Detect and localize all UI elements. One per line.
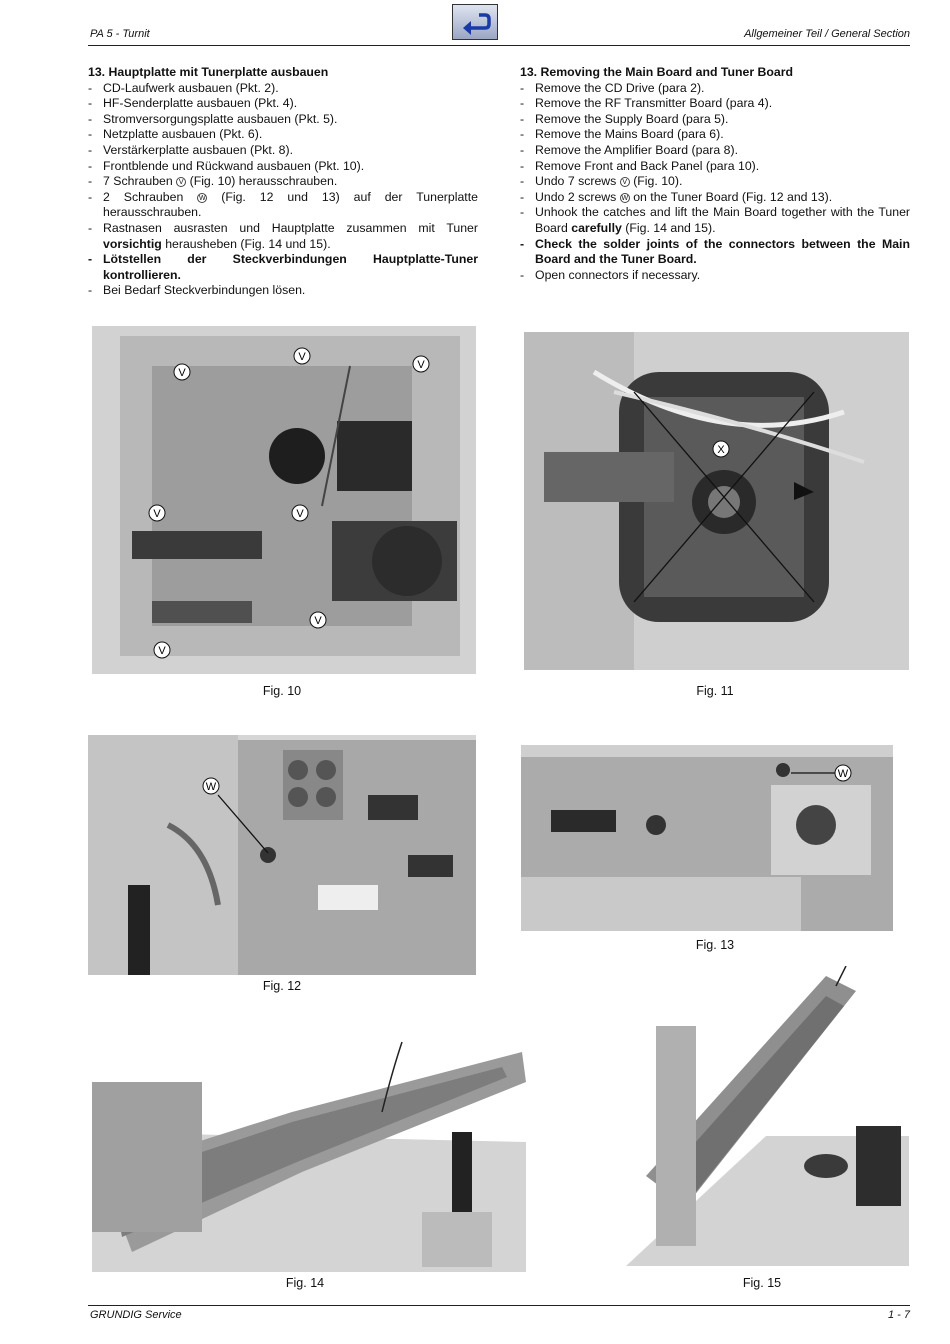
footer-page-number: 1 - 7 [887, 1309, 910, 1321]
english-heading: 13. Removing the Main Board and Tuner Board [520, 65, 794, 79]
english-step-item: - Remove the RF Transmitter Board (para 4). [520, 96, 910, 112]
step-text: Undo 2 screws [535, 189, 617, 204]
german-step-item: - HF-Senderplatte ausbauen (Pkt. 4). [88, 96, 478, 112]
english-step-item [520, 174, 910, 190]
fig12-caption: Fig. 12 [262, 979, 302, 993]
fig12-photo [88, 735, 476, 975]
fig15-photo [626, 966, 909, 1272]
german-step-item [88, 221, 478, 252]
english-step-item: - Remove the Mains Board (para 6). [520, 127, 910, 143]
step-text: on the Tuner Board (Fig. 12 and 13). [633, 189, 833, 204]
fig10-marker-v: V [314, 615, 322, 627]
step-text: (Fig. 12 und 13) auf der Tunerplatte herausschrauben. [103, 189, 478, 220]
english-step-item [520, 190, 910, 206]
fig10-marker-v: V [158, 645, 166, 657]
fig10-marker-v: V [296, 508, 304, 520]
german-heading: 13. Hauptplatte mit Tunerplatte ausbauen [88, 65, 329, 79]
english-step-item: - Remove the Supply Board (para 5). [520, 112, 910, 128]
step-emphasis: carefully [571, 220, 622, 235]
fig13-caption: Fig. 13 [695, 938, 735, 952]
english-step-item: - Remove the Amplifier Board (para 8). [520, 143, 910, 159]
german-step-item: - Frontblende und Rückwand ausbauen (Pkt. 10). [88, 159, 478, 175]
return-arrow-icon [459, 9, 493, 37]
english-steps-list [520, 81, 910, 284]
german-step-item: - Netzplatte ausbauen (Pkt. 6). [88, 127, 478, 143]
header-rule [88, 45, 910, 46]
german-step-item: - Bei Bedarf Steckverbindungen lösen. [88, 283, 478, 299]
german-step-item: - Stromversorgungsplatte ausbauen (Pkt. 5). [88, 112, 478, 128]
fig10-photo [92, 326, 476, 674]
german-step-item: - Lötstellen der Steckverbindungen Hauptplatte-Tuner kontrollieren. [88, 252, 478, 283]
fig12-marker-w: W [205, 781, 217, 793]
german-steps-list [88, 81, 478, 299]
header-right-title: Allgemeiner Teil / General Section [744, 28, 910, 40]
english-step-item: - Remove the CD Drive (para 2). [520, 81, 910, 97]
english-step-item: - Check the solder joints of the connectors between the Main Board and the Tuner Board. [520, 237, 910, 268]
fig14-photo [92, 1022, 526, 1272]
fig10-caption: Fig. 10 [262, 684, 302, 698]
english-step-item [520, 205, 910, 236]
screw-symbol-icon: W [198, 194, 206, 202]
step-text: Undo 7 screws [535, 174, 617, 189]
fig11-caption: Fig. 11 [696, 684, 734, 698]
fig13-marker-w: W [837, 768, 849, 780]
step-text: 7 Schrauben [103, 174, 173, 189]
fig11-photo [524, 332, 909, 670]
fig10-marker-v: V [178, 367, 186, 379]
footer-rule [88, 1305, 910, 1306]
screw-symbol-icon: W [621, 194, 629, 202]
fig10-marker-v: V [153, 508, 161, 520]
step-emphasis: vorsichtig [103, 236, 162, 251]
screw-symbol-icon: V [176, 177, 186, 187]
english-step-item: - Open connectors if necessary. [520, 268, 910, 284]
german-step-item: - Verstärkerplatte ausbauen (Pkt. 8). [88, 143, 478, 159]
step-text: Unhook the catches and lift the Main Board together with the Tuner Board [535, 205, 910, 235]
step-text: (Fig. 10). [633, 174, 683, 189]
step-text: Rastnasen ausrasten und Hauptplatte zusammen mit Tuner [103, 220, 478, 235]
german-instructions [88, 65, 478, 299]
fig11-marker-x: X [717, 444, 725, 456]
step-text: herausheben (Fig. 14 und 15). [165, 236, 331, 251]
english-step-item: - Remove Front and Back Panel (para 10). [520, 159, 910, 175]
footer-left-text: GRUNDIG Service [90, 1309, 182, 1321]
screw-symbol-icon: V [620, 177, 630, 187]
german-step-item [88, 190, 478, 221]
german-step-item: - CD-Laufwerk ausbauen (Pkt. 2). [88, 81, 478, 97]
fig10-marker-v: V [298, 351, 306, 363]
step-text: (Fig. 10) herausschrauben. [189, 174, 338, 189]
fig14-caption: Fig. 14 [285, 1276, 325, 1290]
german-step-item [88, 174, 478, 190]
header-left-title: PA 5 - Turnit [90, 28, 150, 40]
step-text: (Fig. 14 and 15). [625, 220, 716, 235]
step-text: 2 Schrauben [103, 189, 184, 204]
english-instructions [520, 65, 910, 283]
back-button[interactable] [452, 4, 498, 40]
fig13-photo [521, 745, 893, 931]
fig15-caption: Fig. 15 [742, 1276, 782, 1290]
fig10-marker-v: V [417, 359, 425, 371]
